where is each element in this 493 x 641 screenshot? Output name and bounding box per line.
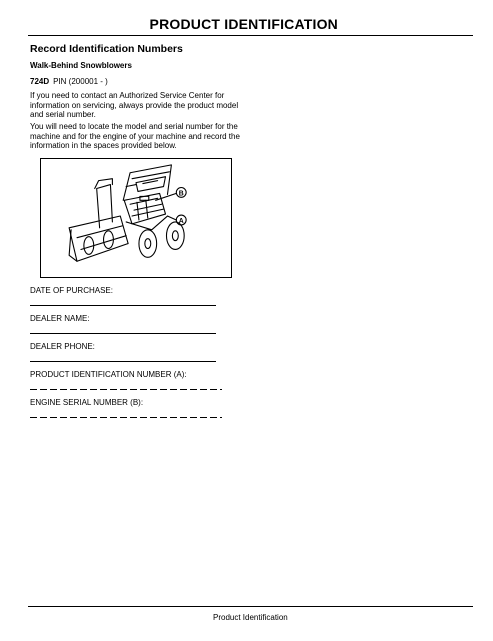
paragraph-locate-numbers: You will need to locate the model and serial number for the machine and for the engine of your machine and record the information in the spaces provided below.	[30, 122, 240, 151]
callout-a-label: A	[178, 217, 184, 225]
section-heading: Record Identification Numbers	[30, 43, 183, 55]
pin-range: PIN (200001 - )	[53, 77, 108, 86]
dealer-phone-line	[30, 361, 216, 362]
dealer-name-label: DEALER NAME:	[30, 314, 90, 323]
engine-serial-number-label: ENGINE SERIAL NUMBER (B):	[30, 398, 144, 407]
title-rule	[28, 35, 473, 36]
sub-heading: Walk-Behind Snowblowers	[30, 61, 132, 70]
snowblower-illustration	[40, 158, 232, 278]
product-id-number-label: PRODUCT IDENTIFICATION NUMBER (A):	[30, 370, 187, 379]
date-of-purchase-line	[30, 305, 216, 306]
paragraph-service-info: If you need to contact an Authorized Service Center for information on servicing, always provide the product model and serial number.	[30, 91, 239, 120]
footer-text: Product Identification	[213, 613, 288, 622]
footer-rule	[28, 606, 473, 607]
engine-serial-number-line	[30, 417, 222, 418]
page-title: PRODUCT IDENTIFICATION	[149, 16, 338, 32]
dealer-name-line	[30, 333, 216, 334]
product-id-number-line	[30, 389, 222, 390]
model-line	[30, 77, 108, 86]
date-of-purchase-label: DATE OF PURCHASE:	[30, 286, 113, 295]
snowblower-drawing	[41, 159, 231, 277]
callout-b-label: B	[178, 190, 184, 198]
model-number: 724D	[30, 77, 50, 86]
dealer-phone-label: DEALER PHONE:	[30, 342, 95, 351]
